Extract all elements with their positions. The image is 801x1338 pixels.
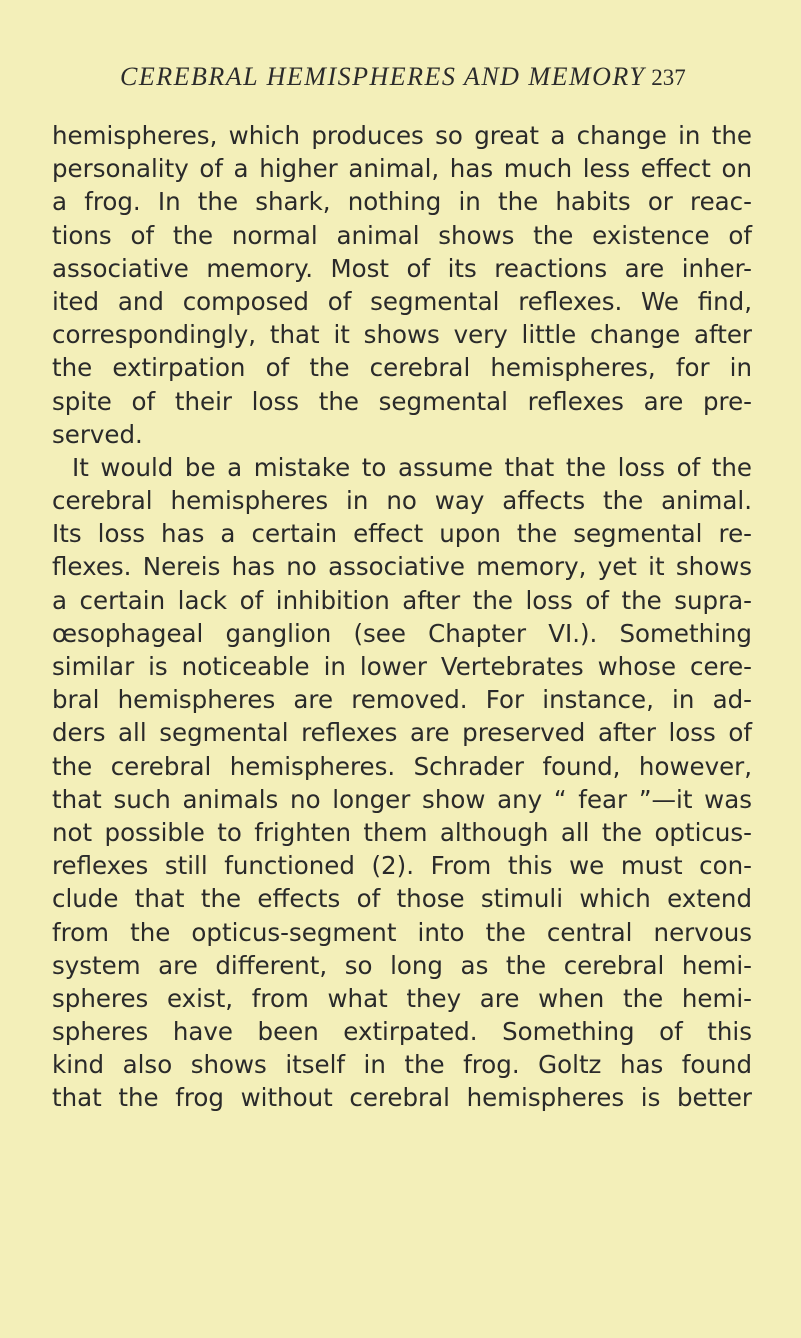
text-line: similar is noticeable in lower Vertebrates whose cere- [52,652,752,681]
text-line: the cerebral hemispheres. Schrader found, however, [52,751,752,781]
text-line: hemispheres, which produces so great a change in the [52,121,752,150]
text-line: It would be a mistake to assume that the loss of the [72,452,752,482]
text-line: that the frog without cerebral hemispheres is better [52,1083,752,1113]
text-line: ders all segmental reflexes are preserved after loss of [52,718,752,748]
text-line: a certain lack of inhibition after the loss of the supra- [52,585,752,615]
text-line: from the opticus-segment into the central nervous [52,917,752,947]
text-line: system are different, so long as the cerebral hemi- [52,950,752,980]
text-line: served. [52,419,143,449]
text-line: the extirpation of the cerebral hemispheres, for in [52,353,752,383]
text-line: correspondingly, that it shows very little change after [52,320,752,350]
body-text [52,119,752,1115]
text-line: not possible to frighten them although all the opticus- [52,817,752,847]
text-line: that such animals no longer show any “ fear ”—it was [52,784,752,814]
text-line: œsophageal ganglion (see Chapter VI.). Something [52,618,752,648]
page-number: 237 [651,65,686,90]
text-line: reflexes still functioned (2). From this we must con- [52,851,752,881]
text-line: tions of the normal animal shows the existence of [52,220,752,250]
text-line: Its loss has a certain effect upon the segmental re- [52,519,752,549]
text-line: ited and composed of segmental reflexes. We find, [52,286,752,316]
running-head-title: CEREBRAL HEMISPHERES AND MEMORY [120,62,646,91]
text-line: spite of their loss the segmental reflexes are pre- [52,386,752,416]
text-line: a frog. In the shark, nothing in the habits or reac- [52,187,752,217]
text-line: bral hemispheres are removed. For instance, in ad- [52,685,752,715]
text-line: cerebral hemispheres in no way affects the animal. [52,486,752,516]
text-line: personality of a higher animal, has much less effect on [52,154,752,184]
text-line: spheres exist, from what they are when the hemi- [52,983,752,1013]
text-line: associative memory. Most of its reactions are inher- [52,253,752,283]
text-line: clude that the effects of those stimuli which extend [52,884,752,914]
text-line: spheres have been extirpated. Something of this [52,1017,752,1047]
running-head [120,62,780,92]
text-line: kind also shows itself in the frog. Goltz has found [52,1050,752,1080]
text-line: flexes. Nereis has no associative memory, yet it shows [52,552,752,582]
